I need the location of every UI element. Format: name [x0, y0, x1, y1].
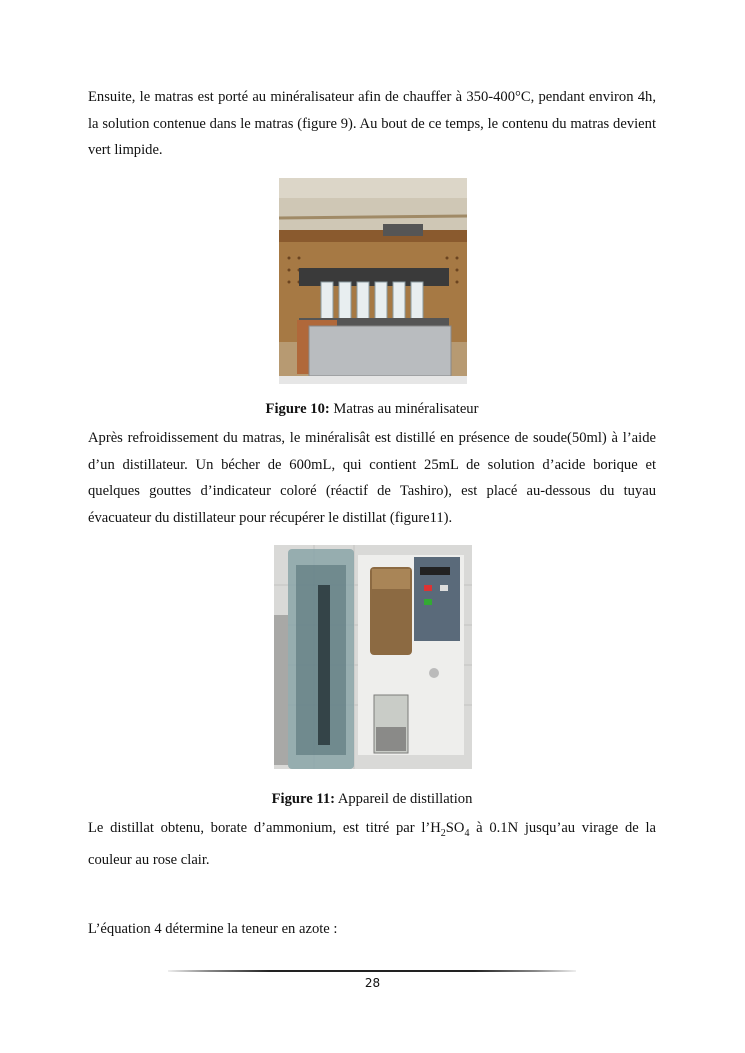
figure-11-text: Appareil de distillation [334, 791, 473, 807]
subscript-2: 2 [440, 827, 446, 839]
paragraph-distillation: Après refroidissement du matras, le minéralisât est distillé en présence de soude(50ml) à l’aide d’un distillateur. Un bécher de 600mL, qui contient 25mL de solution d’acide borique et quelques gouttes d’indicateur coloré (réactif de Tashiro), est placé au-dessous du tuyau évacuateur du distillateur pour récupérer le distillat (figure11). [88, 430, 656, 526]
footer-divider [168, 970, 576, 972]
paragraph-mineralisation: Ensuite, le matras est porté au minéralisateur afin de chauffer à 350-400°C, pendant environ 4h, la solution contenue dans le matras (figure 9). Au bout de ce temps, le contenu du matras devient vert limpide. [88, 89, 656, 158]
figure-11-caption [88, 789, 656, 809]
figure-10-label: Figure 10: [265, 401, 330, 417]
figure-10-caption [88, 399, 656, 419]
figure-11-photo [274, 545, 472, 769]
figure-10-text: Matras au minéralisateur [329, 401, 479, 417]
titration-text-2: à 0.1N jusqu’au virage de la couleur au rose clair. [88, 820, 656, 869]
figure-11-label: Figure 11: [271, 791, 335, 807]
paragraph-equation-intro: L’équation 4 détermine la teneur en azote : [88, 921, 338, 937]
figure-10-photo [279, 178, 467, 384]
titration-text-so: SO [445, 820, 465, 836]
paragraph-titration [88, 815, 656, 874]
page-number: 28 [364, 976, 381, 990]
subscript-4: 4 [464, 827, 470, 839]
titration-text-1: Le distillat obtenu, borate d’ammonium, est titré par l’H [88, 820, 441, 836]
